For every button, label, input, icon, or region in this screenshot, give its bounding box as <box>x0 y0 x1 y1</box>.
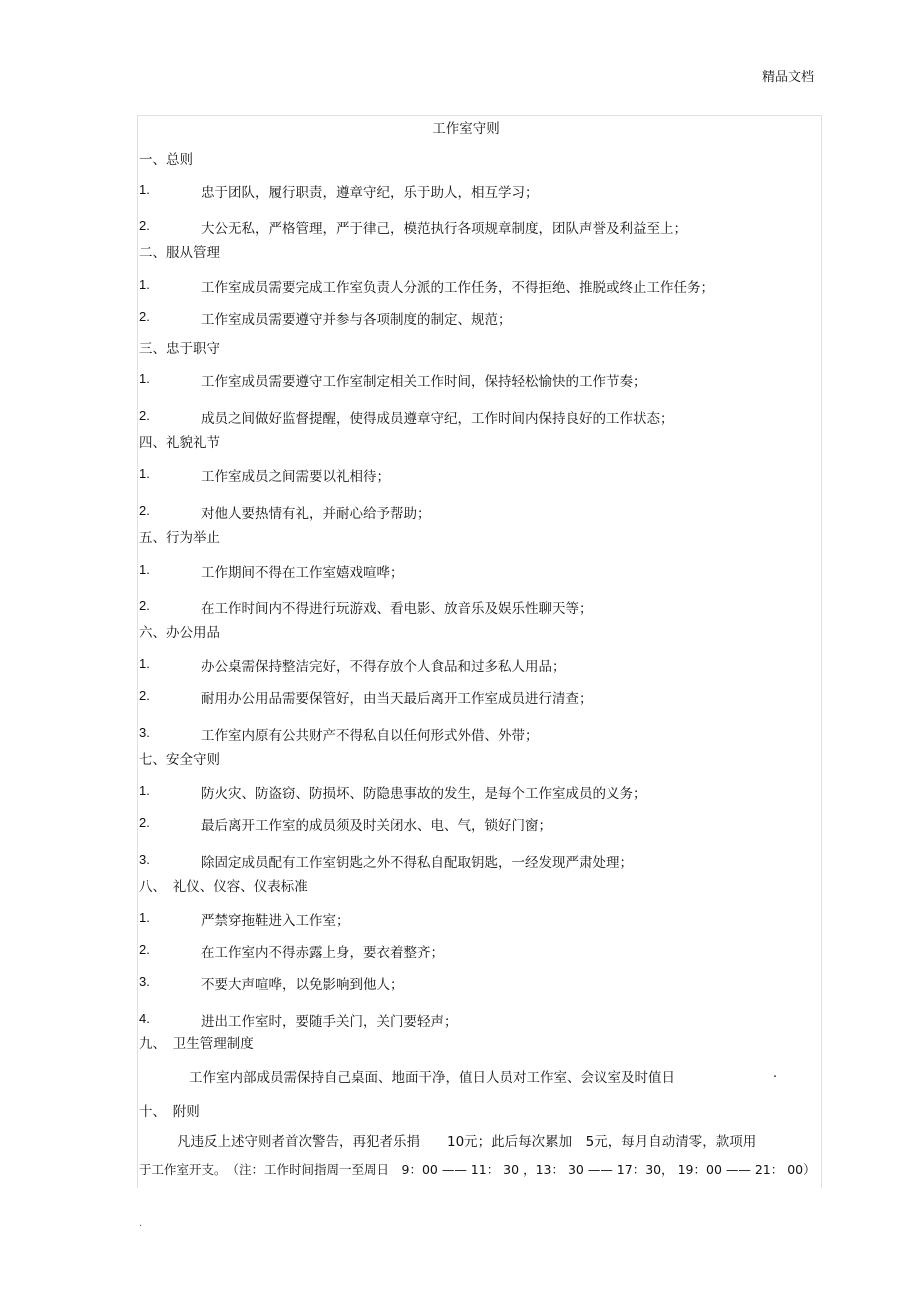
item-text: 不要大声喧哗，以免影响到他人； <box>201 977 404 993</box>
item-text: 防火灾、防盗窃、防损坏、防隐患事故的发生，是每个工作室成员的义务； <box>201 786 647 802</box>
appendix-line-1: 凡违反上述守则者首次警告，再犯者乐捐 10元；此后每次累加 5元，每月自动清零，款项用 <box>177 1134 757 1150</box>
item-number: 2. <box>139 408 150 423</box>
item-text: 在工作时间内不得进行玩游戏、看电影、放音乐及娱乐性聊天等； <box>201 601 593 617</box>
item-text: 成员之间做好监督提醒，使得成员遵章守纪，工作时间内保持良好的工作状态； <box>201 411 674 427</box>
item-text: 最后离开工作室的成员须及时关闭水、电、气，锁好门窗； <box>201 818 552 834</box>
item-text: 工作室成员需要完成工作室负责人分派的工作任务，不得拒绝、推脱或终止工作任务； <box>201 280 714 296</box>
item-number: 2. <box>139 942 150 957</box>
section-heading: 六、办公用品 <box>139 625 220 641</box>
item-text: 工作室内原有公共财产不得私自以任何形式外借、外带； <box>201 728 539 744</box>
item-text: 工作室成员需要遵守工作室制定相关工作时间，保持轻松愉快的工作节奏； <box>201 374 647 390</box>
section-heading: 十、 附则 <box>139 1104 200 1120</box>
item-text: 对他人要热情有礼，并耐心给予帮助； <box>201 506 431 522</box>
section-heading: 三、忠于职守 <box>139 341 220 357</box>
item-number: 1. <box>139 910 150 925</box>
section-heading: 四、礼貌礼节 <box>139 435 220 451</box>
section-heading: 八、 礼仪、仪容、仪表标准 <box>139 879 308 895</box>
item-text: 工作室成员之间需要以礼相待； <box>201 469 390 485</box>
section-heading: 九、 卫生管理制度 <box>139 1036 254 1052</box>
item-number: 2. <box>139 309 150 324</box>
item-number: 2. <box>139 815 150 830</box>
item-number: 1. <box>139 277 150 292</box>
item-number: 2. <box>139 503 150 518</box>
hygiene-paragraph: 工作室内部成员需保持自己桌面、地面干净，值日人员对工作室、会议室及时值日 <box>189 1070 675 1086</box>
appendix-line-2: 于工作室开支。 （注：工作时间指周一至周日 9：00 —— 11： 30 ，13： 30 —— 17：30， 19：00 —— 21： 00） <box>139 1162 816 1177</box>
item-text: 工作期间不得在工作室嬉戏喧哗； <box>201 565 404 581</box>
item-number: 3. <box>139 974 150 989</box>
item-text: 严禁穿拖鞋进入工作室； <box>201 913 350 929</box>
item-number: 3. <box>139 852 150 867</box>
item-text: 忠于团队，履行职责，遵章守纪，乐于助人，相互学习； <box>201 185 539 201</box>
item-text: 除固定成员配有工作室钥匙之外不得私自配取钥匙，一经发现严肃处理； <box>201 855 633 871</box>
bottom-mark: . <box>139 1218 143 1229</box>
section-heading: 五、行为举止 <box>139 530 220 546</box>
section-heading: 七、安全守则 <box>139 752 220 768</box>
header-label: 精品文档 <box>762 70 815 85</box>
item-number: 2. <box>139 688 150 703</box>
item-number: 1. <box>139 783 150 798</box>
item-number: 1. <box>139 562 150 577</box>
hygiene-tail: . <box>773 1066 778 1081</box>
item-text: 在工作室内不得赤露上身，要衣着整齐； <box>201 945 444 961</box>
item-number: 2. <box>139 218 150 233</box>
item-text: 进出工作室时，要随手关门，关门要轻声； <box>201 1014 458 1030</box>
item-number: 3. <box>139 725 150 740</box>
item-text: 工作室成员需要遵守并参与各项制度的制定、规范； <box>201 312 512 328</box>
item-text: 大公无私，严格管理，严于律己，模范执行各项规章制度，团队声誉及利益至上； <box>201 221 687 237</box>
item-number: 1. <box>139 656 150 671</box>
item-number: 2. <box>139 598 150 613</box>
item-text: 耐用办公用品需要保管好，由当天最后离开工作室成员进行清查； <box>201 691 593 707</box>
item-text: 办公桌需保持整洁完好，不得存放个人食品和过多私人用品； <box>201 659 566 675</box>
document-title: 工作室守则 <box>432 121 500 137</box>
item-number: 1. <box>139 466 150 481</box>
section-heading: 二、服从管理 <box>139 245 220 261</box>
item-number: 1. <box>139 371 150 386</box>
item-number: 4. <box>139 1011 150 1026</box>
item-number: 1. <box>139 182 150 197</box>
section-heading: 一、总则 <box>139 152 193 168</box>
